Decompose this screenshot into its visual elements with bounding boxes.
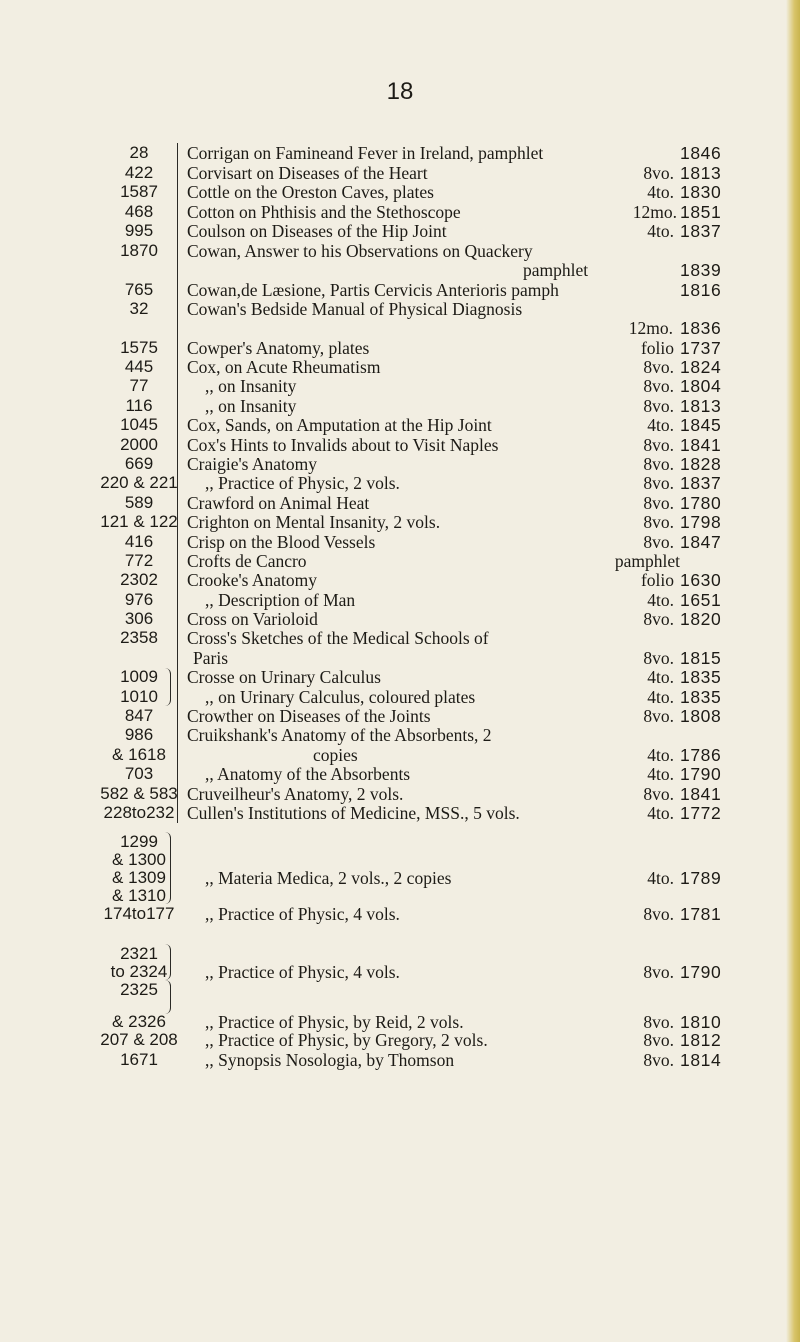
catalog-title: Craigie's Anatomy [187,454,318,474]
catalog-year: 1835 [680,667,722,687]
catalog-format: 8vo. [643,784,674,804]
catalog-title: Cowan, Answer to his Observations on Quackery [187,241,533,261]
catalog-format: 8vo. [643,962,674,982]
catalog-number: 582 & 583 [100,784,178,803]
catalog-year: 1816 [680,280,722,300]
catalog-number: 416 [124,532,154,551]
catalog-format: 8vo. [643,706,674,726]
catalog-number: & 1310 [112,886,166,905]
catalog-format: 8vo. [643,473,674,493]
catalog-title: Cox's Hints to Invalids about to Visit Naples [187,435,499,455]
catalog-title: ,, on Insanity [205,376,297,396]
group-bracket [164,980,171,1014]
catalog-number: 1671 [120,1050,158,1069]
catalog-format: folio [640,338,674,358]
catalog-number: 1009 [120,667,158,686]
catalog-format: 8vo. [643,904,674,924]
catalog-title: Crofts de Cancro [187,551,307,571]
catalog-title: Coulson on Diseases of the Hip Joint [187,221,447,241]
catalog-year: 1790 [680,764,722,784]
catalog-number: 995 [124,221,154,240]
catalog-number: 1587 [120,182,158,201]
catalog-number: 121 & 122 [100,512,178,531]
catalog-number: 847 [124,706,154,725]
catalog-title: Cox, on Acute Rheumatism [187,357,381,377]
catalog-title: Crosse on Urinary Calculus [187,667,381,687]
catalog-number: 2358 [120,628,158,647]
catalog-year: 1837 [680,221,722,241]
catalog-year: 1839 [680,260,722,280]
catalog-year: 1798 [680,512,722,532]
catalog-title: ,, Practice of Physic, 4 vols. [205,904,400,924]
catalog-title: ,, Anatomy of the Absorbents [205,764,411,784]
catalog-format: 4to. [647,667,674,687]
catalog-title: pamphlet [523,260,589,280]
catalog-title: Crawford on Animal Heat [187,493,370,513]
catalog-format: 4to. [647,221,674,241]
catalog-number: 2325 [120,980,158,999]
catalog-number: 32 [129,299,149,318]
catalog-title: Crighton on Mental Insanity, 2 vols. [187,512,441,532]
catalog-title: ,, Synopsis Nosologia, by Thomson [205,1050,455,1070]
catalog-number: 77 [129,376,149,395]
catalog-format: 8vo. [643,396,674,416]
catalog-format: 4to. [647,803,674,823]
catalog-number: 207 & 208 [100,1030,178,1049]
catalog-year: 1835 [680,687,722,707]
catalog-title: ,, Description of Man [205,590,356,610]
catalog-year: 1830 [680,182,722,202]
group-bracket [164,944,171,980]
catalog-number: 703 [124,764,154,783]
catalog-format: 8vo. [643,1050,674,1070]
catalog-number: 174to177 [103,904,175,923]
catalog-year: 1846 [680,143,722,163]
catalog-format: 8vo. [643,648,674,668]
catalog-title: ,, Practice of Physic, by Gregory, 2 vols. [205,1030,488,1050]
catalog-format: 12mo. [632,202,677,222]
catalog-number: 306 [124,609,154,628]
catalog-format: 8vo. [643,376,674,396]
catalog-number: 445 [124,357,154,376]
catalog-number: 669 [124,454,154,473]
catalog-number: 28 [129,143,149,162]
group-bracket [164,668,171,706]
catalog-title: Crooke's Anatomy [187,570,318,590]
catalog-number: 228to232 [103,803,175,822]
catalog-title: ,, Practice of Physic, 4 vols. [205,962,400,982]
catalog-number: 220 & 221 [100,473,178,492]
catalog-year: 1845 [680,415,722,435]
catalog-title: ,, on Insanity [205,396,297,416]
catalog-format: 4to. [647,182,674,202]
catalog-year: 1781 [680,904,722,924]
catalog-format: 4to. [647,745,674,765]
page-number: 18 [386,78,414,105]
catalog-format: 8vo. [643,454,674,474]
catalog-number: 1575 [120,338,158,357]
catalog-title: Paris [193,648,228,668]
catalog-format: 4to. [647,590,674,610]
catalog-year: 1841 [680,435,722,455]
catalog-format: 8vo. [643,1030,674,1050]
catalog-year: 1851 [680,202,722,222]
catalog-number: 1045 [120,415,158,434]
catalog-title: Cruveilheur's Anatomy, 2 vols. [187,784,404,804]
catalog-format: pamphlet [614,551,680,571]
catalog-year: 1824 [680,357,722,377]
catalog-number: & 1309 [112,868,166,887]
catalog-title: ,, Materia Medica, 2 vols., 2 copies [205,868,452,888]
catalog-year: 1790 [680,962,722,982]
catalog-year: 1780 [680,493,722,513]
catalog-title: Cox, Sands, on Amputation at the Hip Joint [187,415,492,435]
catalog-title: Cullen's Institutions of Medicine, MSS., 5 vols. [187,803,520,823]
catalog-title: Cruikshank's Anatomy of the Absorbents, 2 [187,725,492,745]
catalog-title: Cowper's Anatomy, plates [187,338,370,358]
catalog-year: 1814 [680,1050,722,1070]
catalog-year: 1630 [680,570,722,590]
catalog-year: 1841 [680,784,722,804]
catalog-title: ,, on Urinary Calculus, coloured plates [205,687,476,707]
catalog-number: 2000 [120,435,158,454]
catalog-number: 1870 [120,241,158,260]
catalog-format: 8vo. [643,1012,674,1032]
catalog-number: 772 [124,551,154,570]
catalog-format: 8vo. [643,532,674,552]
catalog-title: Crowther on Diseases of the Joints [187,706,431,726]
catalog-number: 422 [124,163,154,182]
catalog-format: 8vo. [643,493,674,513]
catalog-format: 8vo. [643,435,674,455]
catalog-number: 589 [124,493,154,512]
catalog-title: Cowan's Bedside Manual of Physical Diagnosis [187,299,523,319]
catalog-title: ,, Practice of Physic, by Reid, 2 vols. [205,1012,464,1032]
catalog-year: 1651 [680,590,722,610]
catalog-year: 1828 [680,454,722,474]
catalog-format: 8vo. [643,357,674,377]
catalog-number: & 1618 [112,745,166,764]
catalog-year: 1737 [680,338,722,358]
catalog-number: to 2324 [110,962,168,981]
catalog-format: 4to. [647,764,674,784]
catalog-year: 1837 [680,473,722,493]
catalog-number: 765 [124,280,154,299]
catalog-year: 1789 [680,868,722,888]
catalog-title: Cotton on Phthisis and the Stethoscope [187,202,461,222]
catalog-year: 1810 [680,1012,722,1032]
catalog-title: Cowan,de Læsione, Partis Cervicis Anterioris pamph [187,280,559,300]
group-bracket [164,832,171,904]
catalog-number: 2302 [120,570,158,589]
catalog-title: copies [313,745,358,765]
catalog-title: Cottle on the Oreston Caves, plates [187,182,434,202]
catalog-year: 1815 [680,648,722,668]
catalog-number: 986 [124,725,154,744]
catalog-number: & 1300 [112,850,166,869]
catalog-format: 8vo. [643,163,674,183]
page-edge-shadow [786,0,800,1342]
catalog-title: Cross's Sketches of the Medical Schools of [187,628,489,648]
catalog-number: 1010 [120,687,158,706]
catalog-title: Corrigan on Famineand Fever in Ireland, pamphlet [187,143,544,163]
catalog-title: Crisp on the Blood Vessels [187,532,376,552]
catalog-title: ,, Practice of Physic, 2 vols. [205,473,400,493]
catalog-format: 4to. [647,868,674,888]
catalog-year: 1813 [680,163,722,183]
catalog-number: 976 [124,590,154,609]
catalog-year: 1808 [680,706,722,726]
catalog-year: 1813 [680,396,722,416]
catalog-format: 12mo. [628,318,673,338]
catalog-format: 8vo. [643,609,674,629]
catalog-number: 1299 [120,832,158,851]
catalog-year: 1820 [680,609,722,629]
catalog-title: Corvisart on Diseases of the Heart [187,163,428,183]
catalog-year: 1772 [680,803,722,823]
catalog-format: folio [640,570,674,590]
catalog-year: 1804 [680,376,722,396]
catalog-year: 1847 [680,532,722,552]
catalog-format: 4to. [647,415,674,435]
catalog-year: 1836 [680,318,722,338]
catalog-format: 4to. [647,687,674,707]
catalog-year: 1812 [680,1030,722,1050]
catalog-number: 468 [124,202,154,221]
catalog-format: 8vo. [643,512,674,532]
catalog-number: 116 [125,396,153,415]
catalog-title: Cross on Varioloid [187,609,318,629]
catalog-number: & 2326 [112,1012,166,1031]
catalog-number: 2321 [120,944,158,963]
catalog-year: 1786 [680,745,722,765]
